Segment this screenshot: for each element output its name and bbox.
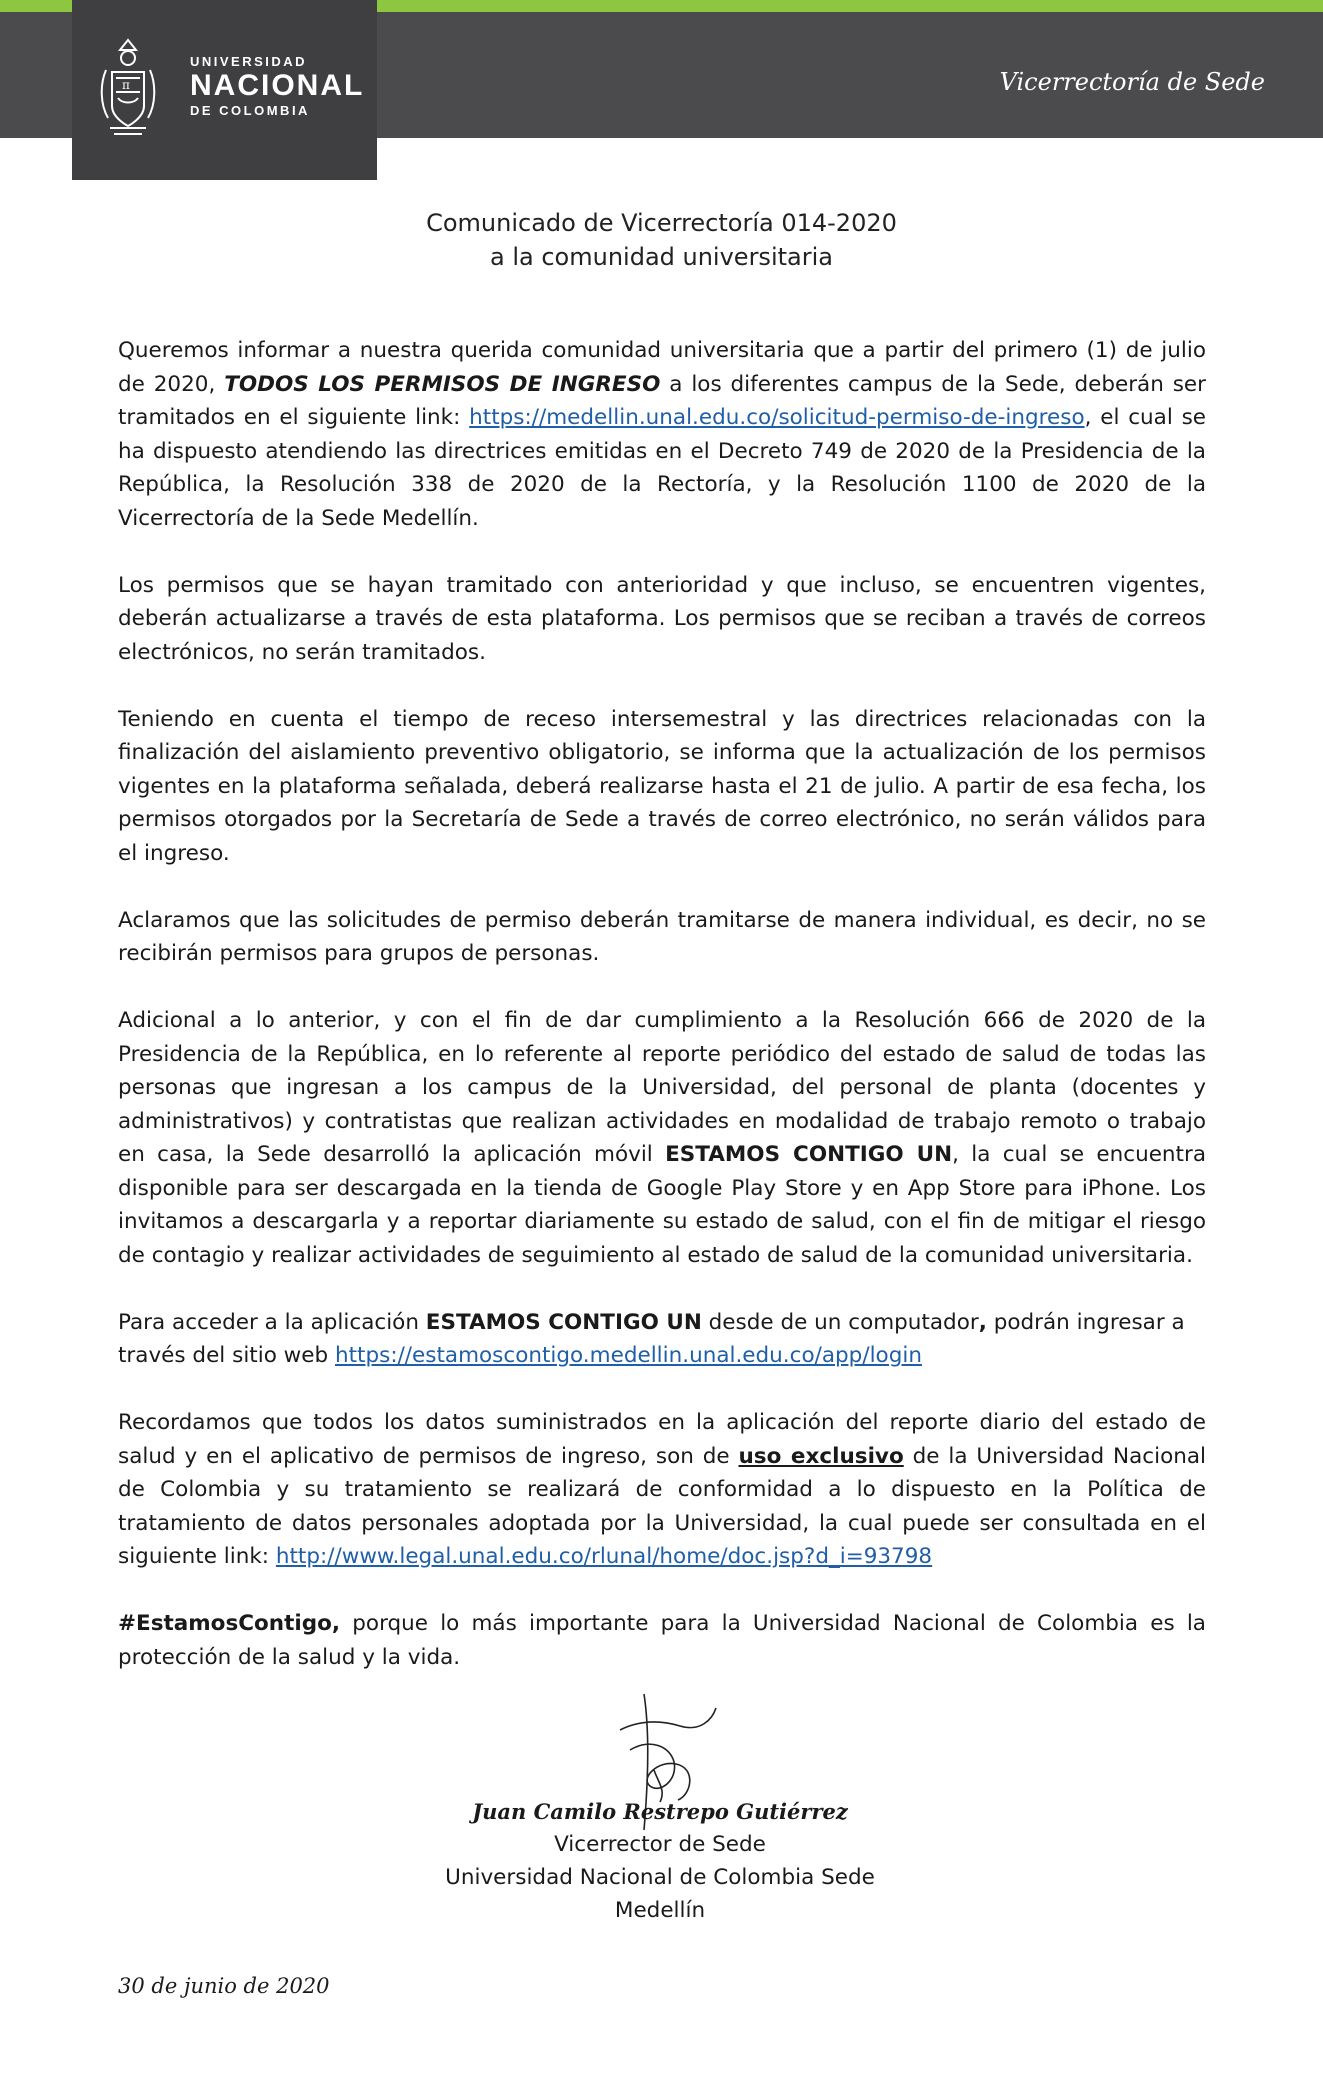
paragraph-7 <box>118 1406 1206 1574</box>
p6-comma: , <box>978 1309 987 1335</box>
university-seal-icon <box>92 34 164 140</box>
p6-text-c: desde de un computador <box>701 1309 979 1335</box>
signer-organization: Universidad Nacional de Colombia Sede Medellín <box>445 1865 875 1923</box>
p6-app-name: ESTAMOS CONTIGO UN <box>425 1309 702 1335</box>
p6-text-a: Para acceder a la aplicación <box>118 1309 426 1335</box>
paragraph-5 <box>118 1004 1206 1272</box>
paragraph-4: Aclaramos que las solicitudes de permiso deberán tramitarse de manera individual, es decir, no se recibirán permisos para grupos de personas. <box>118 907 1206 966</box>
title-line-2: a la comunidad universitaria <box>490 243 833 271</box>
logo-line-3: DE COLOMBIA <box>190 103 310 118</box>
p1-bold-text: TODOS LOS PERMISOS DE INGRESO <box>224 371 661 397</box>
signer-role: Vicerrector de Sede <box>554 1832 766 1857</box>
p7-underlined-text: uso exclusivo <box>738 1443 904 1469</box>
paragraph-3: Teniendo en cuenta el tiempo de receso intersemestral y las directrices relacionadas con la finalización del aislamiento preventivo obligatorio, se informa que la actualización de los permisos vigentes en la plataforma señalada, deberá realizarse hasta el 21 de julio. A partir de esa fecha, los permisos otorgados por la Secretaría de Sede a través de correo electrónico, no serán válidos para el ingreso. <box>118 706 1206 866</box>
p5-text-c: , la cual se encuentra disponible para ser descargada en la tienda de Google Play Store y en App Store para iPhone. Los invitamos a descargarla y a reportar diariamente su estado de salud, con el fin de mitigar el riesgo de contagio y realizar actividades de seguimiento al estado de salud de la comunidad universitaria. <box>118 1142 1206 1268</box>
p5-app-name: ESTAMOS CONTIGO UN <box>665 1142 953 1167</box>
document-title <box>0 206 1323 274</box>
p6-text-e: podrán ingresar a través del sitio web <box>118 1309 1185 1368</box>
p5-text-a: Adicional a lo anterior, y con el fin de dar cumplimiento a la Resolución 666 de 2020 de la Presidencia de la República, en lo referente al reporte periódico del estado de salud de todas las personas que ingresan a los campus de la Universidad, del personal de planta (docentes y administrativos) y contratistas que realizan actividades en modalidad de trabajo remoto o trabajo en casa, la Sede desarrolló la aplicación móvil <box>118 1008 1206 1167</box>
p1-text-a: Queremos informar a nuestra querida comunidad universitaria que a partir del primero (1) de julio de 2020, <box>118 338 1206 397</box>
document-date: 30 de junio de 2020 <box>118 1974 330 1998</box>
logo-line-1: UNIVERSIDAD <box>190 54 308 69</box>
p7-text-c: de la Universidad Nacional de Colombia y su tratamiento se realizará de conformidad a lo dispuesto en la Política de tratamiento de datos personales adoptada por la Universidad, la cual puede ser consultada en el siguiente link: <box>118 1443 1206 1569</box>
estamos-contigo-login-link[interactable]: https://estamoscontigo.medellin.unal.edu.co/app/login <box>334 1343 922 1368</box>
paragraph-8 <box>118 1607 1206 1674</box>
p7-text-a: Recordamos que todos los datos suministrados en la aplicación del reporte diario del estado de salud y en el aplicativo de permisos de ingreso, son de <box>118 1410 1206 1469</box>
signature-block <box>400 1795 920 1927</box>
p1-text-d: , el cual se ha dispuesto atendiendo las directrices emitidas en el Decreto 749 de 2020 de la Presidencia de la República, la Resolución 338 de 2020 de la Rectoría, y la Resolución 1100 de 2020 de la Vicerrectoría de la Sede Medellín. <box>118 405 1207 531</box>
signer-name: Juan Camilo Restrepo Gutiérrez <box>472 1799 848 1824</box>
paragraph-1 <box>118 334 1206 535</box>
data-policy-link[interactable]: http://www.legal.unal.edu.co/rlunal/home/doc.jsp?d_i=93798 <box>275 1544 933 1569</box>
paragraph-2: Los permisos que se hayan tramitado con anterioridad y que incluso, se encuentren vigentes, deberán actualizarse a través de esta plataforma. Los permisos que se reciban a través de correos electrónicos, no serán tramitados. <box>118 572 1206 665</box>
logo-line-2: NACIONAL <box>190 69 365 102</box>
hashtag-text: #EstamosContigo, <box>118 1611 341 1636</box>
paragraph-6 <box>118 1306 1206 1373</box>
p1-text-c: a los diferentes campus de la Sede, deberán ser tramitados en el siguiente link: <box>118 371 1206 430</box>
vicerrectoria-title: Vicerrectoría de Sede <box>999 68 1265 96</box>
title-line-1: Comunicado de Vicerrectoría 014-2020 <box>426 209 897 237</box>
svg-text:π: π <box>122 78 130 92</box>
permit-request-link[interactable]: https://medellin.unal.edu.co/solicitud-permiso-de-ingreso <box>469 405 1085 430</box>
document-body <box>118 334 1206 1708</box>
university-logo <box>72 0 377 180</box>
p8-text-b: porque lo más importante para la Universidad Nacional de Colombia es la protección de la salud y la vida. <box>118 1611 1206 1670</box>
